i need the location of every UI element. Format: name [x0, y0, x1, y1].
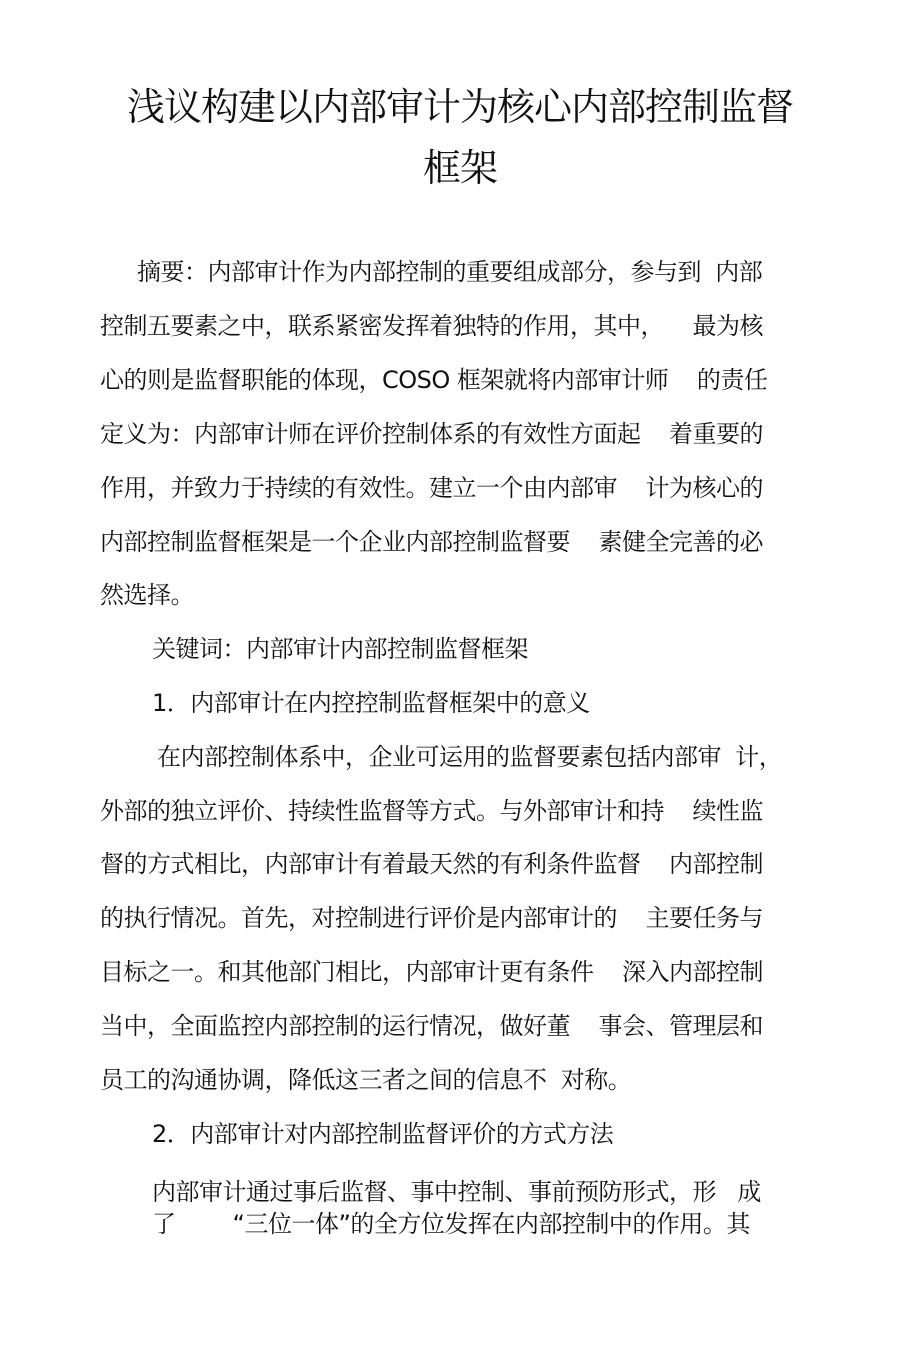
abstract-line: 控制五要素之中，联系紧密发挥着独特的作用，其中， 最为核	[100, 312, 764, 340]
body-line: 目标之一。和其他部门相比，内部审计更有条件 深入内部控制	[100, 958, 764, 986]
body-line: 的执行情况。首先，对控制进行评价是内部审计的 主要任务与	[100, 904, 764, 932]
section-2-heading: 2．内部审计对内部控制监督评价的方式方法	[152, 1120, 614, 1148]
document-title-line-2: 框架	[422, 146, 497, 190]
body-line: 督的方式相比，内部审计有着最天然的有利条件监督 内部控制	[100, 850, 764, 878]
body-line: 员工的沟通协调，降低这三者之间的信息不 对称。	[100, 1066, 632, 1094]
abstract-line: 内部控制监督框架是一个企业内部控制监督要 素健全完善的必	[100, 528, 764, 556]
abstract-line: 摘要：内部审计作为内部控制的重要组成部分，参与到 内部	[137, 258, 763, 286]
keywords: 关键词：内部审计内部控制监督框架	[152, 635, 528, 663]
document-title-line-1: 浅议构建以内部审计为核心内部控制监督	[126, 85, 793, 129]
body-line: 了 “三位一体”的全方位发挥在内部控制中的作用。其	[152, 1210, 750, 1238]
body-line: 在内部控制体系中，企业可运用的监督要素包括内部审 计，	[157, 743, 783, 771]
abstract-line: 作用，并致力于持续的有效性。建立一个由内部审 计为核心的	[100, 474, 764, 502]
body-line: 内部审计通过事后监督、事中控制、事前预防形式，形 成	[152, 1178, 761, 1206]
abstract-line: 定义为：内部审计师在评价控制体系的有效性方面起 着重要的	[100, 420, 764, 448]
body-line: 外部的独立评价、持续性监督等方式。与外部审计和持 续性监	[100, 797, 764, 825]
body-line: 当中，全面监控内部控制的运行情况，做好董 事会、管理层和	[100, 1012, 764, 1040]
section-1-heading: 1．内部审计在内控控制监督框架中的意义	[152, 689, 590, 717]
abstract-line: 然选择。	[100, 581, 194, 609]
abstract-line: 心的则是监督职能的体现，COSO 框架就将内部审计师 的责任	[100, 366, 768, 394]
